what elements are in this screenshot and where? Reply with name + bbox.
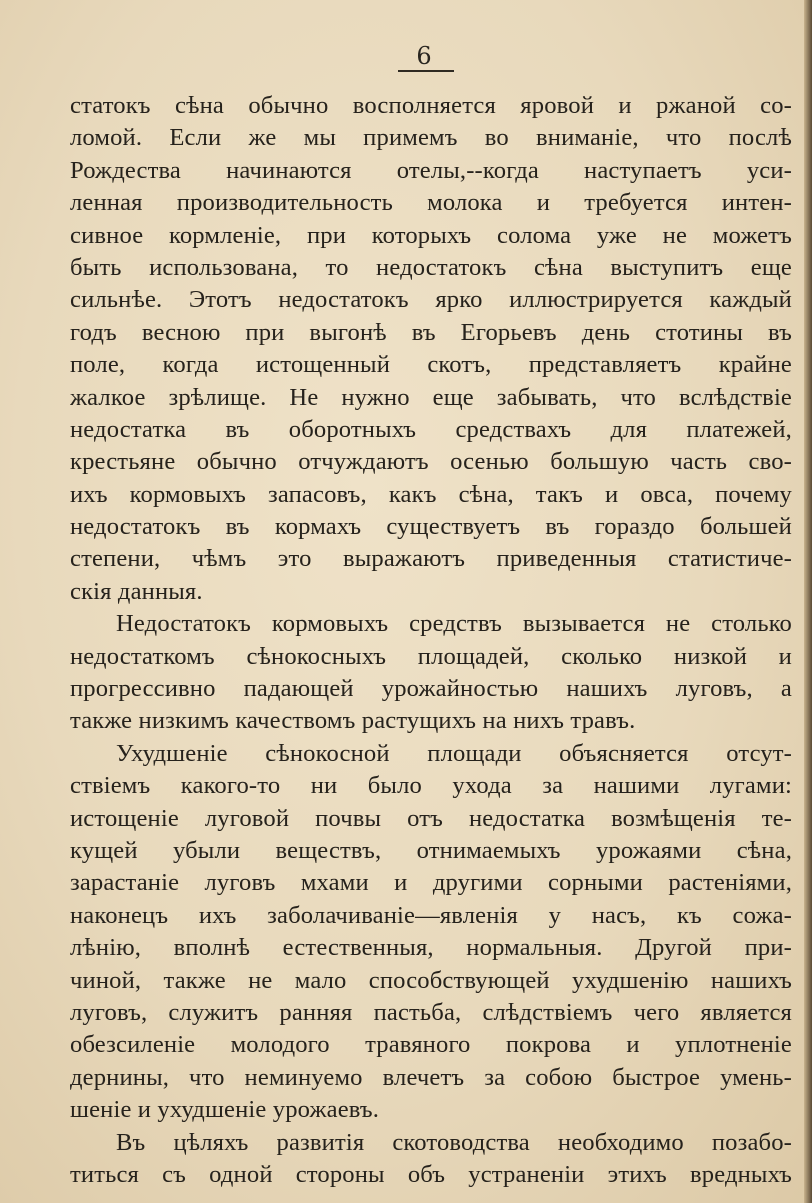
text-line: сивное кормленіе, при которыхъ солома уже не можетъ (70, 221, 792, 249)
text-line: титься съ одной стороны объ устраненіи этихъ вредныхъ (70, 1160, 792, 1188)
text-line: недостатка въ оборотныхъ средствахъ для платежей, (70, 415, 792, 443)
text-line: жалкое зрѣлище. Не нужно еще забывать, что вслѣдствіе (70, 383, 792, 411)
text-line: недостаткомъ сѣнокосныхъ площадей, сколько низкой и (70, 642, 792, 670)
text-line: степени, чѣмъ это выражаютъ приведенныя статистиче- (70, 545, 792, 573)
text-line: скія данныя. (70, 577, 203, 605)
text-line: Рождества начинаются отелы,--когда наступаетъ уси- (70, 156, 792, 184)
text-line: Ухудшеніе сѣнокосной площади объясняется отсут- (116, 739, 792, 767)
text-line: чиной, также не мало способствующей ухудшенію нашихъ (70, 966, 792, 994)
text-line: сильнѣе. Этотъ недостатокъ ярко иллюстрируется каждый (70, 286, 792, 314)
text-line: ихъ кормовыхъ запасовъ, какъ сѣна, такъ и овса, почему (70, 480, 792, 508)
text-line: дернины, что неминуемо влечетъ за собою быстрое умень- (70, 1063, 792, 1091)
text-line: поле, когда истощенный скотъ, представляетъ крайне (70, 351, 792, 379)
text-line: истощеніе луговой почвы отъ недостатка возмѣщенія те- (70, 804, 792, 832)
text-line: прогрессивно падающей урожайностью нашихъ луговъ, а (70, 675, 792, 703)
text-line: недостатокъ въ кормахъ существуетъ въ гораздо большей (70, 513, 792, 541)
text-line: луговъ, служитъ ранняя пастьба, слѣдствіемъ чего является (70, 998, 792, 1026)
text-line: ленная производительность молока и требуется интен- (70, 189, 792, 217)
text-line: наконецъ ихъ заболачиваніе—явленія у насъ, къ сожа- (70, 901, 792, 929)
text-line: лѣнію, вполнѣ естественныя, нормальныя. Другой при- (70, 934, 792, 962)
text-line: Недостатокъ кормовыхъ средствъ вызывается не столько (116, 610, 792, 638)
text-line: обезсиленіе молодого травяного покрова и уплотненіе (70, 1031, 792, 1059)
text-line: шеніе и ухудшеніе урожаевъ. (70, 1096, 380, 1124)
text-line: ломой. Если же мы примемъ во вниманіе, что послѣ (70, 124, 792, 152)
text-line: крестьяне обычно отчуждаютъ осенью большую часть сво- (70, 448, 792, 476)
text-line: статокъ сѣна обычно восполняется яровой и ржаной со- (70, 92, 792, 119)
text-line: быть использована, то недостатокъ сѣна выступитъ еще (70, 253, 792, 281)
page-edge (804, 0, 812, 1203)
text-line: ствіемъ какого-то ни было ухода за нашими лугами: (70, 772, 792, 800)
text-line: кущей убыли веществъ, отнимаемыхъ урожаями сѣна, (70, 836, 792, 864)
body-text (70, 90, 792, 1191)
page-number: 6 (416, 42, 432, 70)
text-line: Въ цѣляхъ развитія скотоводства необходимо позабо- (116, 1128, 792, 1156)
text-line: годъ весною при выгонѣ въ Егорьевъ день стотины въ (70, 318, 792, 346)
text-line: также низкимъ качествомъ растущихъ на нихъ травъ. (70, 707, 636, 735)
page-number-rule (398, 70, 454, 72)
text-line: зарастаніе луговъ мхами и другими сорными растеніями, (70, 869, 792, 897)
